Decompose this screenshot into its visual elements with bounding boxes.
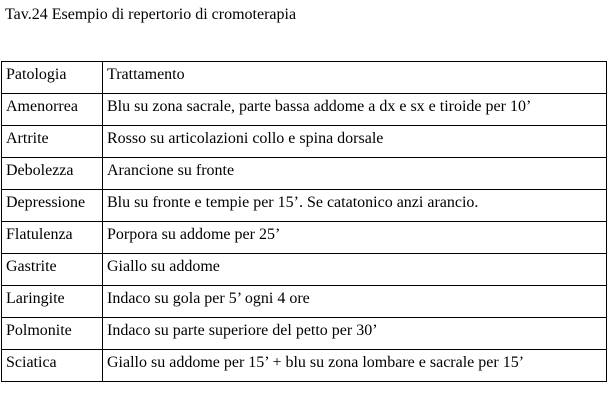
- table-row: [2, 190, 607, 222]
- table-row: [2, 286, 607, 318]
- table-row: [2, 126, 607, 158]
- pathology-cell: Gastrite: [2, 254, 103, 286]
- table-header-row: [2, 62, 607, 94]
- treatment-cell: Blu su fronte e tempie per 15’. Se catatonico anzi arancio.: [103, 190, 607, 222]
- header-cell-treatment: Trattamento: [103, 62, 607, 94]
- treatment-cell: Indaco su parte superiore del petto per 30’: [103, 318, 607, 350]
- table-row: [2, 254, 607, 286]
- treatment-cell: Indaco su gola per 5’ ogni 4 ore: [103, 286, 607, 318]
- table-row: [2, 350, 607, 382]
- pathology-cell: Artrite: [2, 126, 103, 158]
- pathology-cell: Depressione: [2, 190, 103, 222]
- treatment-cell: Giallo su addome: [103, 254, 607, 286]
- table-row: [2, 94, 607, 126]
- treatment-cell: Rosso su articolazioni collo e spina dorsale: [103, 126, 607, 158]
- header-cell-pathology: Patologia: [2, 62, 103, 94]
- treatment-cell: Blu su zona sacrale, parte bassa addome a dx e sx e tiroide per 10’: [103, 94, 607, 126]
- pathology-cell: Debolezza: [2, 158, 103, 190]
- pathology-cell: Polmonite: [2, 318, 103, 350]
- treatment-cell: Giallo su addome per 15’ + blu su zona lombare e sacrale per 15’: [103, 350, 607, 382]
- treatment-table: [1, 61, 607, 382]
- treatment-cell: Porpora su addome per 25’: [103, 222, 607, 254]
- pathology-cell: Amenorrea: [2, 94, 103, 126]
- pathology-cell: Sciatica: [2, 350, 103, 382]
- table-row: [2, 222, 607, 254]
- treatment-cell: Arancione su fronte: [103, 158, 607, 190]
- pathology-cell: Flatulenza: [2, 222, 103, 254]
- pathology-cell: Laringite: [2, 286, 103, 318]
- table-caption: Tav.24 Esempio di repertorio di cromoterapia: [5, 6, 297, 23]
- table-row: [2, 318, 607, 350]
- table-row: [2, 158, 607, 190]
